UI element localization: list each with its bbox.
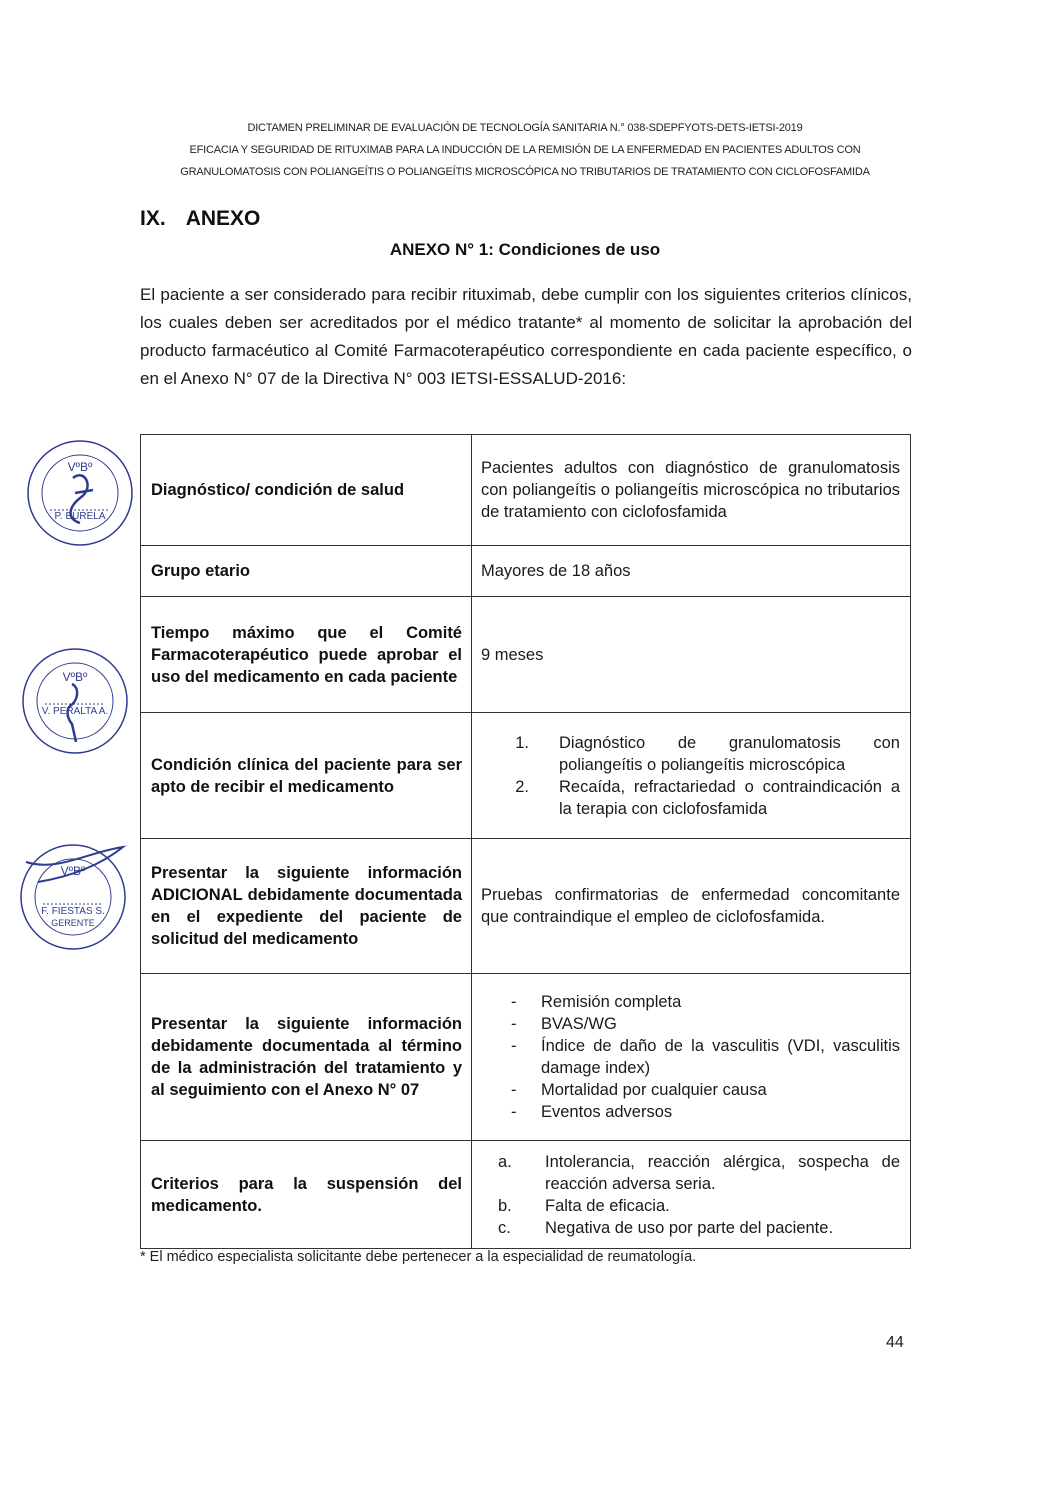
stamp-3-name: F. FIESTAS S. (41, 906, 105, 917)
list-item-text: Eventos adversos (541, 1103, 673, 1121)
follow-up-list (481, 991, 900, 1123)
stamp-3-title: GERENTE (51, 918, 95, 928)
list-item-text: Falta de eficacia. (545, 1196, 670, 1215)
header-line-2: EFICACIA Y SEGURIDAD DE RITUXIMAB PARA LA INDUCCIÓN DE LA REMISIÓN DE LA ENFERMEDAD EN PACIENTES ADULTOS CON (189, 144, 861, 156)
list-marker: b. (498, 1196, 512, 1215)
row-value (472, 713, 911, 839)
list-item-text: Negativa de uso por parte del paciente. (545, 1218, 834, 1237)
list-item-text: Mortalidad por cualquier causa (541, 1081, 767, 1099)
list-item (511, 1013, 900, 1035)
list-item-text: Remisión completa (541, 993, 682, 1011)
list-item (498, 1151, 900, 1195)
list-marker: 1. (515, 733, 529, 752)
list-item (511, 991, 900, 1013)
list-item (511, 1101, 900, 1123)
section-title (140, 207, 260, 231)
stamp-1-vb: VºBº (67, 460, 93, 474)
list-marker: - (511, 1103, 517, 1121)
list-item-text: BVAS/WG (541, 1015, 617, 1033)
table-row (141, 435, 911, 546)
list-marker: c. (498, 1218, 511, 1237)
row-label: Diagnóstico/ condición de salud (141, 435, 472, 546)
stamp-2-name: V. PERALTA A. (41, 706, 109, 717)
stamp-seal-icon (25, 438, 135, 548)
stamp-seal-icon (20, 646, 130, 756)
header-line-1: DICTAMEN PRELIMINAR DE EVALUACIÓN DE TECNOLOGÍA SANITARIA N.° 038-SDEPFYOTS-DETS-IETSI-2019 (247, 122, 803, 134)
list-marker: - (511, 993, 517, 1011)
row-label: Condición clínica del paciente para ser apto de recibir el medicamento (141, 713, 472, 839)
table-row (141, 1141, 911, 1249)
list-marker: - (511, 1037, 517, 1055)
list-item-text: Intolerancia, reacción alérgica, sospecha de reacción adversa seria. (545, 1152, 900, 1193)
list-marker: - (511, 1081, 517, 1099)
row-value: 9 meses (472, 597, 911, 713)
row-label: Criterios para la suspensión del medicamento. (141, 1141, 472, 1249)
list-item (498, 1217, 900, 1239)
section-title-text: ANEXO (185, 207, 261, 230)
table-row (141, 974, 911, 1141)
row-value (472, 1141, 911, 1249)
row-value (472, 974, 911, 1141)
table-row (141, 546, 911, 597)
list-item (511, 1079, 900, 1101)
annex-title: ANEXO N° 1: Condiciones de uso (389, 240, 661, 259)
section-number: IX. (140, 207, 166, 230)
row-value: Pruebas confirmatorias de enfermedad concomitante que contraindique el empleo de ciclofosfamida. (472, 839, 911, 974)
footnote: * El médico especialista solicitante debe pertenecer a la especialidad de reumatología. (140, 1249, 697, 1265)
list-item (498, 1195, 900, 1217)
header-line-3: GRANULOMATOSIS CON POLIANGEÍTIS O POLIANGEÍTIS MICROSCÓPICA NO TRIBUTARIOS DE TRATAMIENTO CON CICLOFOSFAMIDA (180, 166, 870, 178)
list-marker: - (511, 1015, 517, 1033)
row-label: Tiempo máximo que el Comité Farmacoterapéutico puede aprobar el uso del medicamento en cada paciente (141, 597, 472, 713)
row-value: Pacientes adultos con diagnóstico de granulomatosis con poliangeítis o poliangeítis microscópica no tributarios de tratamiento con ciclofosfamida (472, 435, 911, 546)
row-label: Presentar la siguiente información ADICIONAL debidamente documentada en el expediente del paciente de solicitud del medicamento (141, 839, 472, 974)
list-item-text: Índice de daño de la vasculitis (VDI, vasculitis damage index) (541, 1037, 900, 1077)
row-value: Mayores de 18 años (472, 546, 911, 597)
list-marker: a. (498, 1152, 512, 1171)
row-label: Presentar la siguiente información debidamente documentada al término de la administración del tratamiento y al seguimiento con el Anexo N° 07 (141, 974, 472, 1141)
list-item (509, 776, 900, 820)
table-row (141, 839, 911, 974)
stamp-3-vb: VºBº (60, 864, 86, 878)
suspension-criteria-list (481, 1151, 900, 1239)
stamp-2-vb: VºBº (62, 670, 88, 684)
intro-paragraph: El paciente a ser considerado para recibir rituximab, debe cumplir con los siguientes criterios clínicos, los cuales deben ser acreditados por el médico tratante* al momento de solicitar la aprobación del producto farmacéutico al Comité Farmacoterapéutico correspondiente en cada paciente específico, o en el Anexo N° 07 de la Directiva N° 003 IETSI-ESSALUD-2016: (140, 285, 912, 388)
table-row (141, 597, 911, 713)
list-item-text: Diagnóstico de granulomatosis con poliangeítis o poliangeítis microscópica (559, 733, 900, 774)
document-header (140, 117, 910, 183)
list-item (511, 1035, 900, 1079)
list-marker: 2. (515, 777, 529, 796)
approval-stamp-3 (18, 842, 128, 952)
stamp-seal-icon (18, 842, 128, 952)
list-item-text: Recaída, refractariedad o contraindicación a la terapia con ciclofosfamida (559, 777, 900, 818)
approval-stamp-2 (20, 646, 130, 756)
list-item (509, 732, 900, 776)
page-number: 44 (886, 1334, 904, 1351)
table-row (141, 713, 911, 839)
clinical-conditions-list (481, 732, 900, 820)
conditions-table (140, 434, 911, 1249)
approval-stamp-1 (25, 438, 135, 548)
stamp-1-name: P. BURELA (54, 511, 106, 522)
row-label: Grupo etario (141, 546, 472, 597)
